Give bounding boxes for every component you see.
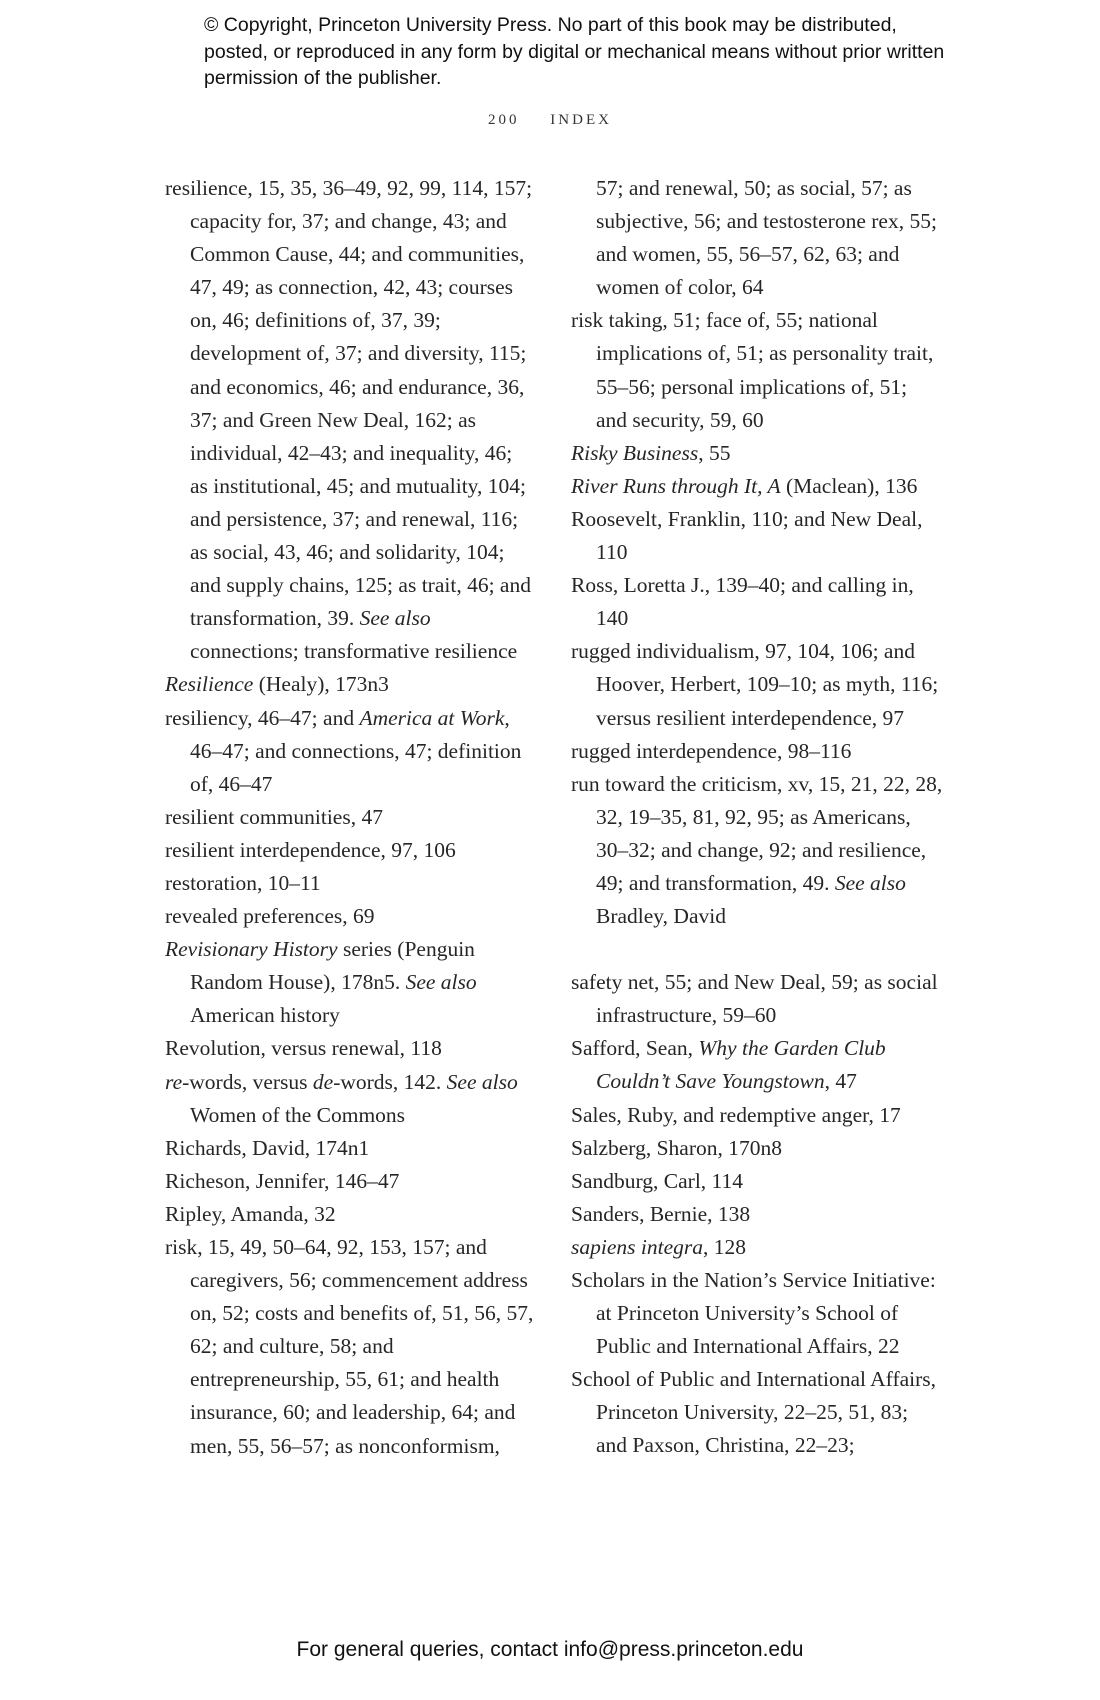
index-entry-text: Sanders, Bernie, 138 <box>571 1201 751 1226</box>
index-entry-italic-text: See also <box>446 1069 518 1094</box>
index-entry <box>571 1165 943 1198</box>
index-entry-text: risk, 15, 49, 50–64, 92, 153, 157; and caregivers, 56; commencement address on, 52; costs and benefits of, 51, 56, 57, 62; and culture, 58; and entrepreneurship, 55, 61; and health insurance, 60; and leadership, 64; and men, 55, 56–57; as nonconformism, <box>165 1235 534 1458</box>
index-entry-italic-text: See also <box>359 606 431 631</box>
index-entry-italic-text: de <box>312 1069 334 1094</box>
index-entry <box>165 668 535 701</box>
index-entry <box>571 1132 943 1165</box>
index-entry-text: Ripley, Amanda, 32 <box>165 1201 336 1226</box>
index-entry-text: Women of the Commons <box>190 1102 406 1127</box>
index-entry-text: run toward the criticism, xv, 15, 21, 22, 28, 32, 19–35, 81, 92, 95; as Americans, 30–32; and change, 92; and resilience, 49; and transformation, 49. <box>571 771 943 895</box>
index-entry-text: restoration, 10–11 <box>165 870 321 895</box>
index-entry <box>571 635 943 734</box>
index-entry-text: connections; transformative resilience <box>190 639 518 664</box>
index-entry-text: , 55 <box>698 440 731 465</box>
index-entry <box>165 172 535 668</box>
index-entry <box>165 867 535 900</box>
index-entry-text: Bradley, David <box>596 904 726 929</box>
index-entry-text: risk taking, 51; face of, 55; national implications of, 51; as personality trait, 55–56; personal implications of, 51; and security, 59, 60 <box>571 308 934 432</box>
index-column-left <box>165 172 535 1463</box>
index-entry <box>571 304 943 436</box>
index-entry <box>165 1066 535 1132</box>
index-entry-text: , 128 <box>702 1234 746 1259</box>
index-entry <box>571 470 943 503</box>
index-entry <box>165 834 535 867</box>
index-entry-italic-text: re <box>165 1069 183 1094</box>
index-entry-text: , 47 <box>824 1069 857 1094</box>
index-entry-text: Revolution, versus renewal, 118 <box>165 1036 442 1061</box>
index-entry-italic-text: America at Work <box>359 705 505 730</box>
index-entry-text: , 46–47; and connections, 47; definition of, 46–47 <box>190 705 522 796</box>
index-entry-italic-text: Why the Garden Club Couldn’t Save Youngstown <box>596 1036 886 1094</box>
index-entry <box>165 1198 535 1231</box>
index-entry <box>165 1132 535 1165</box>
index-entry <box>571 1231 943 1264</box>
index-entry-text: (Maclean), 136 <box>780 473 918 498</box>
index-entry-text: Ross, Loretta J., 139–40; and calling in, 140 <box>571 573 914 631</box>
index-entry-text: rugged individualism, 97, 104, 106; and Hoover, Herbert, 109–10; as myth, 116; versus resilient interdependence, 97 <box>571 639 939 730</box>
index-entry-italic-text: Risky Business <box>571 440 699 465</box>
index-entry <box>165 1165 535 1198</box>
index-entry-text: Sandburg, Carl, 114 <box>571 1168 743 1193</box>
index-entry <box>571 1363 943 1462</box>
index-entry-text: rugged interdependence, 98–116 <box>571 738 852 763</box>
index-entry-text: Sales, Ruby, and redemptive anger, 17 <box>571 1102 901 1127</box>
index-entry <box>571 735 943 768</box>
index-entry <box>165 1231 535 1463</box>
index-entry <box>571 1264 943 1363</box>
index-entry-text: Scholars in the Nation’s Service Initiative: at Princeton University’s School of Public and International Affairs, 22 <box>571 1268 936 1359</box>
section-title: INDEX <box>550 112 612 128</box>
index-entry-text: -words, 142. <box>333 1069 447 1094</box>
index-column-right <box>571 172 943 1463</box>
index-entry-text: Richards, David, 174n1 <box>165 1135 370 1160</box>
index-entry-text: (Healy), 173n3 <box>253 672 389 697</box>
index-entry-text: Richeson, Jennifer, 146–47 <box>165 1168 400 1193</box>
index-entry <box>165 801 535 834</box>
index-entry-italic-text: River Runs through It, A <box>571 473 781 498</box>
index-entry <box>165 900 535 933</box>
index-entry <box>571 1032 943 1098</box>
index-entry-text: resilient communities, 47 <box>165 804 383 829</box>
index-entry <box>571 437 943 470</box>
index-entry-text: -words, versus <box>182 1069 313 1094</box>
index-entry-text: safety net, 55; and New Deal, 59; as social infrastructure, 59–60 <box>571 970 938 1028</box>
index-entry-italic-text: See also <box>834 870 906 895</box>
index-entry-text: School of Public and International Affairs, Princeton University, 22–25, 51, 83; and Paxson, Christina, 22–23; <box>571 1367 937 1458</box>
index-entry <box>165 1032 535 1065</box>
index-entry-text: 57; and renewal, 50; as social, 57; as subjective, 56; and testosterone rex, 55; and women, 55, 56–57, 62, 63; and women of color, 64 <box>596 176 937 300</box>
index-entry-text: American history <box>190 1003 340 1028</box>
running-head <box>0 112 1100 129</box>
index-entry <box>571 172 943 304</box>
page-number: 200 <box>488 112 520 128</box>
index-entry <box>165 933 535 1032</box>
index-entry-italic-text: Resilience <box>165 672 254 697</box>
index-entry <box>165 702 535 801</box>
index-entry <box>571 768 943 933</box>
index-entry-italic-text: sapiens integra <box>571 1234 703 1259</box>
index-entry-text: series (Penguin Random House), 178n5. <box>190 937 475 995</box>
index-entry <box>571 1198 943 1231</box>
index-entry-italic-text: Revisionary History <box>165 937 338 962</box>
index-entry <box>571 503 943 569</box>
index-entry <box>571 966 943 1032</box>
contact-footer: For general queries, contact info@press.princeton.edu <box>296 1638 804 1661</box>
copyright-notice: © Copyright, Princeton University Press. No part of this book may be distributed, posted, or reproduced in any form by digital or mechanical means without prior written permission of the publisher. <box>204 14 945 89</box>
index-entry-text: Salzberg, Sharon, 170n8 <box>571 1135 782 1160</box>
index-entry-text: Roosevelt, Franklin, 110; and New Deal, 110 <box>571 506 923 565</box>
index-entry-text: Safford, Sean, <box>571 1036 699 1061</box>
index-entry <box>571 569 943 635</box>
index-entry-text: resilience, 15, 35, 36–49, 92, 99, 114, 157; capacity for, 37; and change, 43; and Common Cause, 44; and communities, 47, 49; as connection, 42, 43; courses on, 46; definitions of, 37, 39; development of, 37; and diversity, 115; and economics, 46; and endurance, 36, 37; and Green New Deal, 162; as individual, 42–43; and inequality, 46; as institutional, 45; and mutuality, 104; and persistence, 37; and renewal, 116; as social, 43, 46; and solidarity, 104; and supply chains, 125; as trait, 46; and transformation, 39. <box>165 176 533 631</box>
index-entry-italic-text: See also <box>405 970 477 995</box>
index-entry-text: resiliency, 46–47; and <box>165 705 360 730</box>
index-entry <box>571 1099 943 1132</box>
index-entry-text: revealed preferences, 69 <box>165 904 375 929</box>
index-entry-text: resilient interdependence, 97, 106 <box>165 837 456 862</box>
